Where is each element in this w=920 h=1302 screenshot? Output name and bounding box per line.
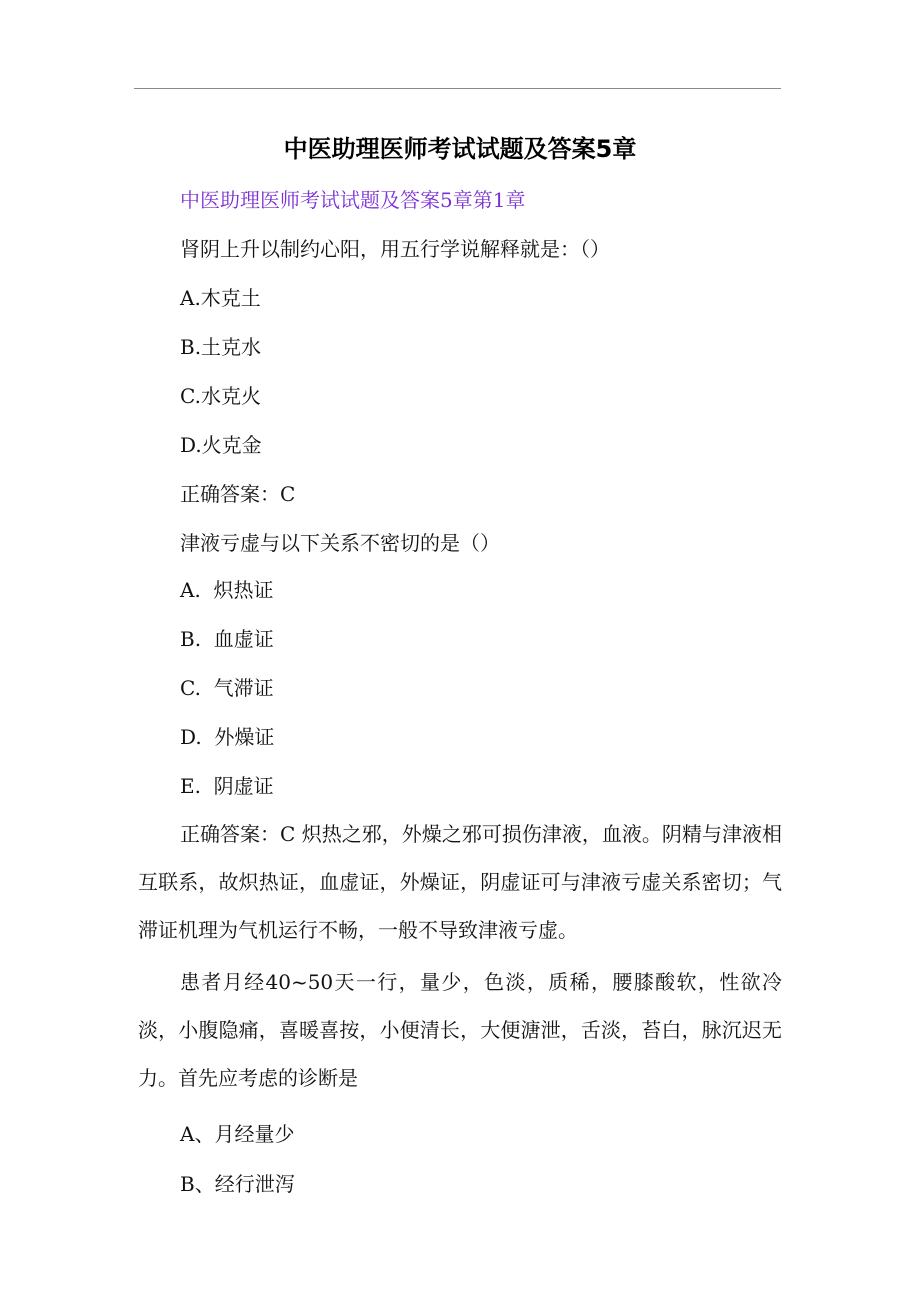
document-title: 中医助理医师考试试题及答案5章 — [283, 135, 637, 163]
q1-option-c: C.水克火 — [180, 384, 261, 408]
q2-option-c: C. 气滞证 — [180, 676, 274, 700]
q2-answer-explanation: 正确答案：C 炽热之邪，外燥之邪可损伤津液，血液。阴精与津液相互联系，故炽热证，血虚证，外燥证，阴虚证可与津液亏虚关系密切；气滞证机理为气机运行不畅，一般不导致津液亏虚。 — [138, 822, 782, 942]
q3-option-b: B、经行泄泻 — [180, 1172, 295, 1196]
q2-option-e: E. 阴虚证 — [180, 774, 274, 798]
q1-option-d: D.火克金 — [180, 433, 262, 457]
header-rule — [134, 88, 781, 89]
q2-option-a: A. 炽热证 — [180, 578, 274, 602]
q3-stem: 患者月经40~50天一行，量少，色淡，质稀，腰膝酸软，性欲冷淡，小腹隐痛，喜暖喜按，小便清长，大便溏泄，舌淡，苔白，脉沉迟无力。首先应考虑的诊断是 — [138, 970, 782, 1090]
q1-answer: 正确答案：C — [180, 482, 296, 506]
q2-stem: 津液亏虚与以下关系不密切的是（） — [180, 531, 500, 555]
q2-option-b: B. 血虚证 — [180, 627, 274, 651]
q3-option-a: A、月经量少 — [180, 1122, 295, 1146]
q2-option-d: D. 外燥证 — [180, 725, 275, 749]
q1-stem: 肾阴上升以制约心阳，用五行学说解释就是：（） — [180, 237, 610, 261]
q1-option-b: B.土克水 — [180, 335, 262, 359]
q1-option-a: A.木克土 — [180, 286, 261, 310]
chapter-subtitle: 中医助理医师考试试题及答案5章第1章 — [180, 188, 526, 212]
